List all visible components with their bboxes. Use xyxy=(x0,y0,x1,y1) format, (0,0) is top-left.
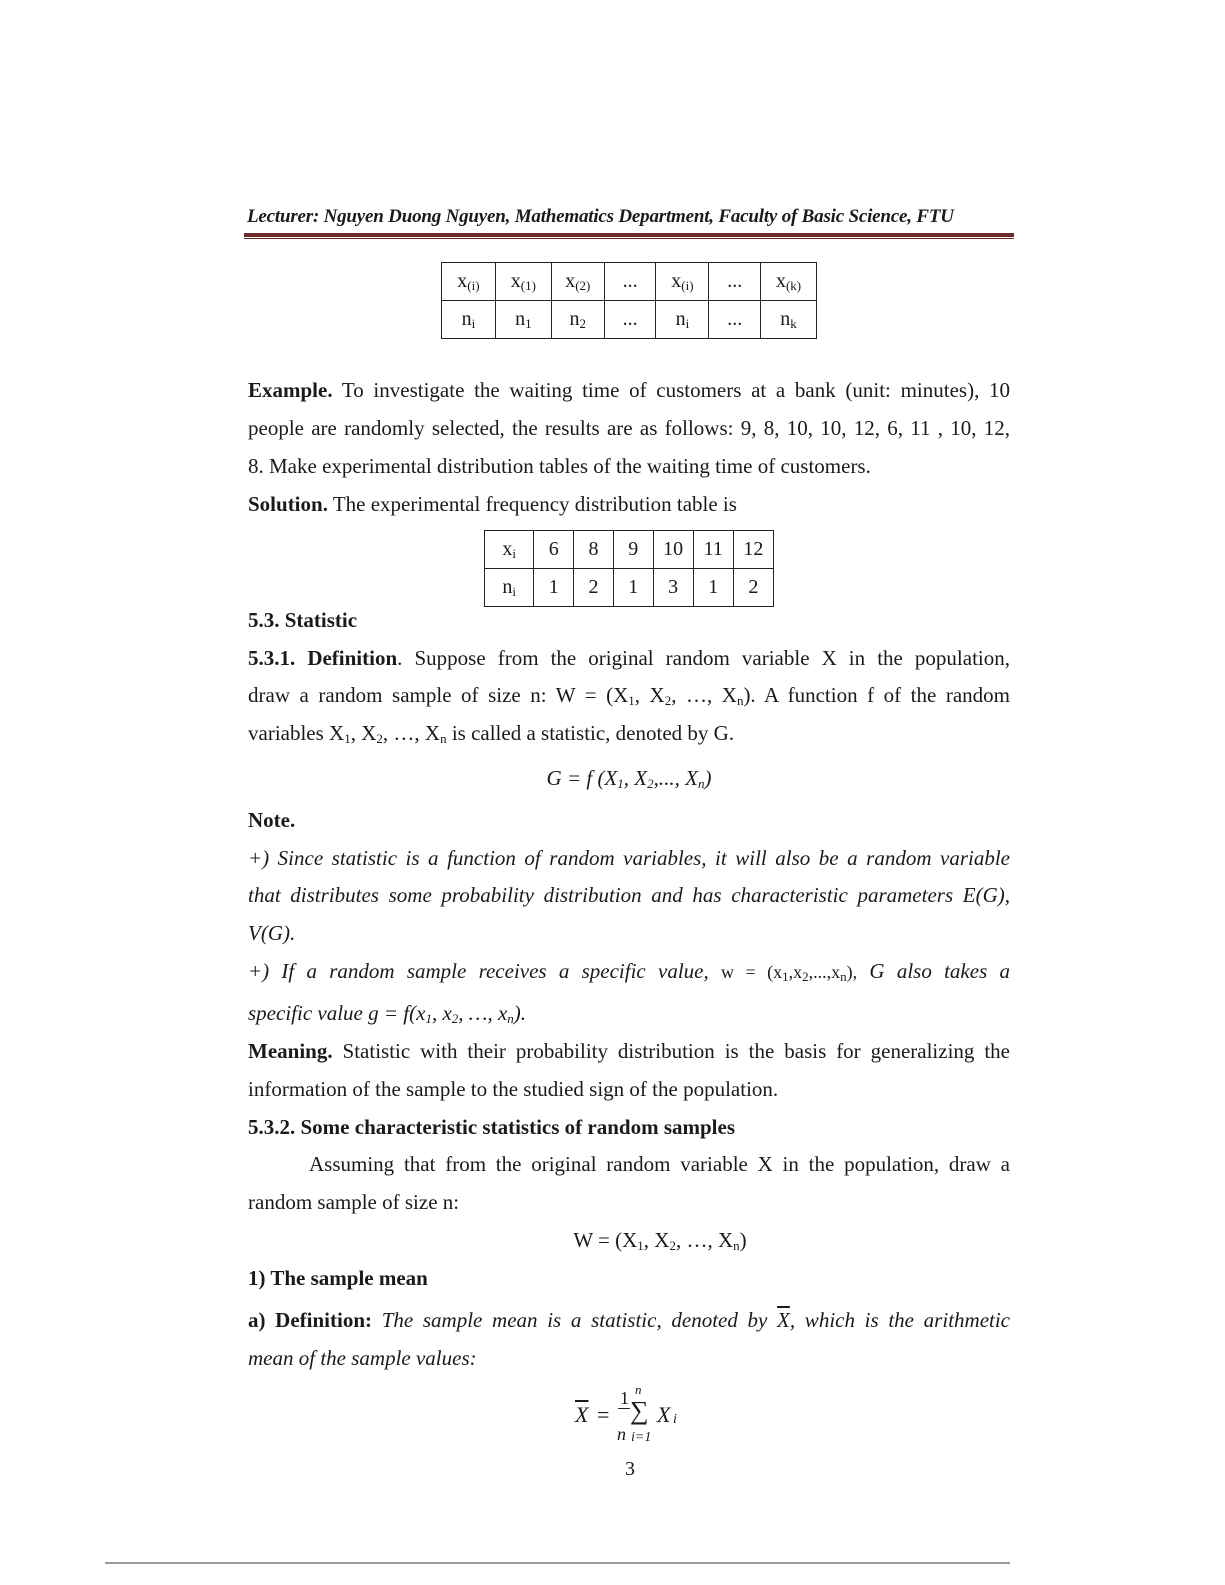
definition-line-3 xyxy=(248,714,1010,752)
num: 1 xyxy=(620,1388,629,1408)
t: G also takes a xyxy=(869,959,1011,983)
t: , …, X xyxy=(675,1228,734,1252)
cell-text: 1 xyxy=(708,576,719,598)
generic-frequency-table xyxy=(441,262,817,339)
cell-text: x xyxy=(510,269,521,292)
s: 2 xyxy=(376,731,383,746)
table-cell xyxy=(442,301,496,339)
cell-sub: 1 xyxy=(525,315,532,331)
cell-text: x xyxy=(775,269,786,292)
w-formula xyxy=(560,1221,760,1259)
s: 2 xyxy=(664,693,672,708)
definition-line-2 xyxy=(248,676,1010,714)
table-cell xyxy=(534,531,574,569)
cell-text: n xyxy=(780,307,791,330)
t: is called a statistic, denoted by G. xyxy=(446,721,735,745)
cell-sub: k xyxy=(790,315,797,331)
s: n xyxy=(840,969,847,984)
table-cell xyxy=(656,301,709,339)
s: 2 xyxy=(647,776,654,791)
t: ,..., X xyxy=(653,766,698,790)
cell-sub: (1) xyxy=(520,277,536,293)
def-label: a) Definition: xyxy=(248,1308,373,1332)
text: . Suppose from the original random variable X in the population, xyxy=(397,646,1010,670)
page-bottom-rule xyxy=(105,1562,1010,1564)
cell-text: ... xyxy=(727,270,743,292)
meaning-line-1 xyxy=(248,1032,1010,1070)
t: characteristic statistics of random samples xyxy=(354,1115,736,1139)
table-cell xyxy=(442,263,496,301)
cell-text: 11 xyxy=(703,538,723,560)
t: specific value g = f(x xyxy=(248,1001,426,1025)
header-cell xyxy=(485,531,534,569)
s: 1 xyxy=(628,693,635,708)
note-line-5 xyxy=(248,994,1010,1032)
table-cell xyxy=(551,263,604,301)
t: 5.3.2. Some xyxy=(248,1115,355,1139)
sub: i xyxy=(512,583,517,599)
page-number: 3 xyxy=(625,1458,635,1480)
s: n xyxy=(440,731,447,746)
t: W = (X xyxy=(573,1228,638,1252)
t: , x xyxy=(431,1001,452,1025)
table-cell xyxy=(656,263,709,301)
s: n xyxy=(733,1238,740,1253)
s: 1 xyxy=(425,1011,432,1026)
example-line-1 xyxy=(248,371,1010,409)
s: 2 xyxy=(451,1011,459,1026)
t: , …, X xyxy=(382,721,441,745)
t: draw a random sample of size n: W = (X xyxy=(248,683,629,707)
s: n xyxy=(736,693,744,708)
section-5-3-2-title xyxy=(248,1108,1010,1146)
assume-line-1: Assuming that from the original random variable X in the population, draw a xyxy=(309,1152,1010,1176)
cell-text: x xyxy=(457,269,468,292)
note-line-4 xyxy=(248,952,1010,990)
definition-line-1 xyxy=(248,639,1010,677)
mean-def-line-1 xyxy=(248,1301,1010,1339)
solution-line xyxy=(248,485,1010,523)
t: , X xyxy=(623,766,648,790)
t: +) If a random sample receives a specific value, xyxy=(248,959,709,983)
header-rule xyxy=(244,233,1014,237)
t: , …, X xyxy=(671,683,737,707)
t: variables X xyxy=(248,721,345,745)
table-cell xyxy=(693,531,733,569)
t: ,...,x xyxy=(808,962,841,982)
cell-text: 1 xyxy=(548,576,559,598)
s: 1 xyxy=(344,731,351,746)
t: , which is the arithmetic xyxy=(789,1308,1010,1332)
t: , X xyxy=(350,721,377,745)
cell-text: 10 xyxy=(663,538,684,560)
t: ,x xyxy=(788,962,803,982)
cell-sub: (k) xyxy=(785,277,802,293)
t: ) xyxy=(704,766,712,790)
mean-def-line-2: mean of the sample values: xyxy=(248,1346,477,1370)
section-5-3-title: 5.3. Statistic xyxy=(248,608,358,632)
sum-icon: ∑ xyxy=(630,1396,649,1425)
xbar: $\overline{X}$ xyxy=(575,1402,589,1427)
cell-text: 3 xyxy=(668,576,679,598)
cell-text: ... xyxy=(622,308,638,330)
cell-sub: i xyxy=(685,315,690,331)
table-cell xyxy=(613,531,653,569)
t: ). xyxy=(513,1001,527,1025)
var: X xyxy=(657,1402,671,1427)
cell-text: n xyxy=(569,307,580,330)
formula-g xyxy=(248,759,1010,797)
example-line-3: 8. Make experimental distribution tables of the waiting time of customers. xyxy=(248,454,871,478)
table-cell xyxy=(761,301,817,339)
table-cell xyxy=(653,531,693,569)
note-line-1: +) Since statistic is a function of random variables, it will also be a random variable xyxy=(248,846,1010,870)
table-cell xyxy=(761,263,817,301)
assume-line-2: random sample of size n: xyxy=(248,1190,460,1214)
t: The sample mean is a statistic, denoted by xyxy=(372,1308,778,1332)
sum-top: n xyxy=(635,1382,642,1397)
cell-sub: (2) xyxy=(575,277,591,293)
sample-mean-title: 1) The sample mean xyxy=(248,1266,428,1290)
cell-text: n xyxy=(515,307,526,330)
definition-label: 5.3.1. Definition xyxy=(248,646,398,670)
t: G = f (X xyxy=(546,766,618,790)
xbar: $\overline{X}$ xyxy=(777,1308,790,1332)
t: , X xyxy=(634,683,665,707)
table-cell xyxy=(495,301,551,339)
sum-bottom: i=1 xyxy=(631,1430,652,1445)
cell-text: ... xyxy=(727,308,743,330)
var-sub: i xyxy=(673,1412,677,1427)
text: x xyxy=(502,537,513,560)
s: n xyxy=(507,1011,514,1026)
den: n xyxy=(617,1424,626,1444)
meaning-line-2: information of the sample to the studied sign of the population. xyxy=(248,1077,779,1101)
table-cell xyxy=(495,263,551,301)
cell-text: ... xyxy=(622,270,638,292)
t: w = (x xyxy=(721,962,783,982)
cell-text: n xyxy=(675,307,686,330)
table-cell xyxy=(574,531,614,569)
header-rule-thin xyxy=(244,238,1014,239)
cell-text: 1 xyxy=(628,576,639,598)
cell-text: x xyxy=(671,269,682,292)
text: n xyxy=(502,575,513,598)
cell-sub: 2 xyxy=(579,315,587,331)
waiting-time-frequency-table xyxy=(484,530,774,607)
solution-label: Solution. xyxy=(248,492,328,516)
note-label: Note. xyxy=(248,808,296,832)
s: 2 xyxy=(802,969,809,984)
page-header: Lecturer: Nguyen Duong Nguyen, Mathematics Department, Faculty of Basic Science, FTU xyxy=(247,206,954,227)
s: n xyxy=(697,776,705,791)
s: 2 xyxy=(669,1238,676,1253)
cell-sub: (i) xyxy=(467,277,480,293)
s: 1 xyxy=(617,776,624,791)
table-cell xyxy=(551,301,604,339)
cell-text: 12 xyxy=(743,538,764,560)
table-cell xyxy=(709,301,761,339)
cell-text: 2 xyxy=(748,576,759,598)
note-line-3: V(G). xyxy=(248,921,296,945)
cell-text: n xyxy=(461,307,472,330)
cell-text: 9 xyxy=(628,538,639,560)
table-cell xyxy=(709,263,761,301)
text: The experimental frequency distribution table is xyxy=(327,492,737,516)
meaning-label: Meaning. xyxy=(248,1039,333,1063)
cell-sub: i xyxy=(471,315,476,331)
table-cell xyxy=(733,531,773,569)
cell-text: x xyxy=(565,269,576,292)
t: ), xyxy=(846,962,858,982)
table-cell xyxy=(604,301,656,339)
example-line-2: people are randomly selected, the results are as follows: 9, 8, 10, 10, 12, 6, 11 , 10, 12, xyxy=(248,416,1010,440)
t: , …, x xyxy=(458,1001,508,1025)
cell-text: 2 xyxy=(588,576,599,598)
t: , X xyxy=(643,1228,670,1252)
example-label: Example. xyxy=(248,378,333,402)
t: ) xyxy=(739,1228,747,1252)
eq: = xyxy=(597,1402,610,1427)
t: Statistic with their probability distribution is the basis for generalizing the xyxy=(332,1039,1010,1063)
s: 1 xyxy=(637,1238,644,1253)
cell-text: 8 xyxy=(588,538,599,560)
table-cell xyxy=(604,263,656,301)
sub: i xyxy=(512,545,517,561)
note-line-2: that distributes some probability distribution and has characteristic parameters E(G), xyxy=(248,883,1010,907)
text: To investigate the waiting time of customers at a bank (unit: minutes), 10 xyxy=(332,378,1010,402)
cell-text: 6 xyxy=(548,538,559,560)
cell-sub: (i) xyxy=(681,277,694,293)
s: 1 xyxy=(782,969,789,984)
t: ). A function f of the random xyxy=(743,683,1010,707)
